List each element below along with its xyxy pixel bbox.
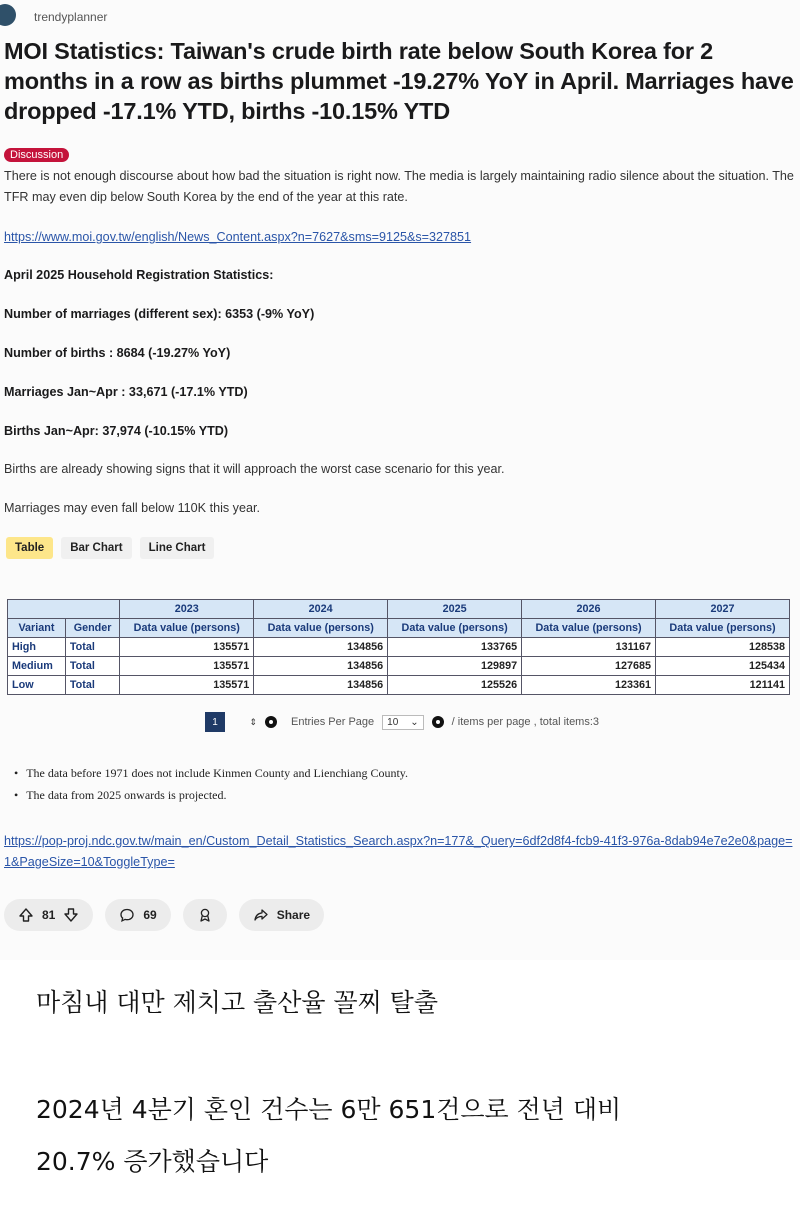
- vote-count: 81: [42, 908, 56, 922]
- subreddit-avatar[interactable]: [0, 4, 16, 26]
- stat-births-ytd: Births Jan~Apr: 37,974 (-10.15% YTD): [4, 424, 229, 438]
- value-cell: 134856: [254, 657, 388, 676]
- downvote-icon[interactable]: [63, 907, 79, 923]
- entries-per-page-label: Entries Per Page: [291, 716, 375, 728]
- table-notes: [14, 762, 408, 806]
- post-title[interactable]: MOI Statistics: Taiwan's crude birth rate below South Korea for 2 months in a row as births plummet -19.27% YoY in April. Marriages have dropped -17.1% YTD, births -10.15% YTD: [4, 38, 794, 124]
- projection-link[interactable]: https://pop-proj.ndc.gov.tw/main_en/Custom_Detail_Statistics_Search.aspx?n=177&_Query=6df2d8f4-fcb9-41f3-976a-8dab94e7e2e0&page=1&PageSize=10&ToggleType=: [4, 834, 793, 869]
- variant-cell: High: [8, 638, 66, 657]
- go-button-icon[interactable]: [432, 716, 444, 728]
- tab-bar-chart[interactable]: Bar Chart: [61, 537, 131, 559]
- share-icon: [253, 907, 269, 923]
- year-header: 2023: [120, 600, 254, 619]
- variant-header: Variant: [8, 619, 66, 638]
- value-cell: 121141: [656, 676, 790, 695]
- subreddit-header[interactable]: [0, 10, 107, 30]
- gender-cell: Total: [65, 638, 119, 657]
- value-cell: 128538: [656, 638, 790, 657]
- table-row: [8, 657, 790, 676]
- award-icon: [197, 907, 213, 923]
- projection-table: [7, 599, 790, 695]
- vote-control: [4, 899, 93, 931]
- year-header: 2027: [656, 600, 790, 619]
- gender-cell: Total: [65, 657, 119, 676]
- value-cell: 125526: [388, 676, 522, 695]
- value-cell: 129897: [388, 657, 522, 676]
- stats-heading: April 2025 Household Registration Statistics:: [4, 268, 274, 282]
- upvote-icon[interactable]: [18, 907, 34, 923]
- page-number-button[interactable]: 1: [205, 712, 225, 732]
- stat-births: Number of births : 8684 (-19.27% YoY): [4, 346, 231, 360]
- note-marriages: Marriages may even fall below 110K this year.: [4, 501, 260, 515]
- award-button[interactable]: [183, 899, 227, 931]
- page-size-value: 10: [387, 716, 399, 728]
- note-item: • The data before 1971 does not include Kinmen County and Lienchiang County.: [14, 762, 408, 784]
- table-pager: [205, 712, 599, 732]
- stat-marriages-ytd: Marriages Jan~Apr : 33,671 (-17.1% YTD): [4, 385, 248, 399]
- value-cell: 125434: [656, 657, 790, 676]
- source-link[interactable]: https://www.moi.gov.tw/english/News_Content.aspx?n=7627&sms=9125&s=327851: [4, 230, 472, 244]
- caption-line-2: 2024년 4분기 혼인 건수는 6만 651건으로 전년 대비: [36, 1095, 622, 1124]
- variant-cell: Low: [8, 676, 66, 695]
- chevron-down-icon: ⌄: [410, 716, 419, 728]
- stat-marriages: Number of marriages (different sex): 6353 (-9% YoY): [4, 307, 315, 321]
- value-cell: 134856: [254, 676, 388, 695]
- value-cell: 123361: [522, 676, 656, 695]
- value-header: Data value (persons): [388, 619, 522, 638]
- value-cell: 135571: [120, 657, 254, 676]
- year-header: 2025: [388, 600, 522, 619]
- note-births: Births are already showing signs that it will approach the worst case scenario for this year.: [4, 462, 505, 476]
- value-cell: 131167: [522, 638, 656, 657]
- value-cell: 127685: [522, 657, 656, 676]
- comment-icon: [119, 907, 135, 923]
- gender-cell: Total: [65, 676, 119, 695]
- post-actions: [4, 899, 324, 931]
- items-per-page-text: / items per page , total items:3: [451, 716, 600, 728]
- value-cell: 133765: [388, 638, 522, 657]
- share-button[interactable]: [239, 899, 324, 931]
- page-spinner-icon[interactable]: ⇕: [249, 716, 257, 727]
- comment-count: 69: [143, 908, 157, 922]
- tab-line-chart[interactable]: Line Chart: [140, 537, 215, 559]
- tab-table[interactable]: Table: [6, 537, 53, 559]
- table-row: [8, 638, 790, 657]
- share-label: Share: [276, 908, 311, 922]
- value-header: Data value (persons): [254, 619, 388, 638]
- page-size-select[interactable]: [382, 715, 424, 730]
- comments-button[interactable]: [105, 899, 170, 931]
- value-cell: 135571: [120, 638, 254, 657]
- value-header: Data value (persons): [656, 619, 790, 638]
- value-header: Data value (persons): [120, 619, 254, 638]
- note-item: • The data from 2025 onwards is projected.: [14, 784, 408, 806]
- subreddit-name[interactable]: trendyplanner: [34, 10, 108, 24]
- table-row: [8, 676, 790, 695]
- caption-line-3: 20.7% 증가했습니다: [36, 1147, 269, 1176]
- flair-badge[interactable]: Discussion: [4, 148, 69, 162]
- year-header: 2026: [522, 600, 656, 619]
- go-button-icon[interactable]: [265, 716, 277, 728]
- table-header-blank: [8, 600, 120, 619]
- variant-cell: Medium: [8, 657, 66, 676]
- value-cell: 134856: [254, 638, 388, 657]
- view-tabs: [6, 537, 214, 559]
- value-header: Data value (persons): [522, 619, 656, 638]
- gender-header: Gender: [65, 619, 119, 638]
- caption-line-1: 마침내 대만 제치고 출산율 꼴찌 탈출: [36, 988, 438, 1017]
- post-intro: There is not enough discourse about how bad the situation is right now. The media is largely maintaining radio silence about the situation. The TFR may even dip below South Korea by the end of the year at this rate.: [4, 169, 794, 204]
- year-header: 2024: [254, 600, 388, 619]
- value-cell: 135571: [120, 676, 254, 695]
